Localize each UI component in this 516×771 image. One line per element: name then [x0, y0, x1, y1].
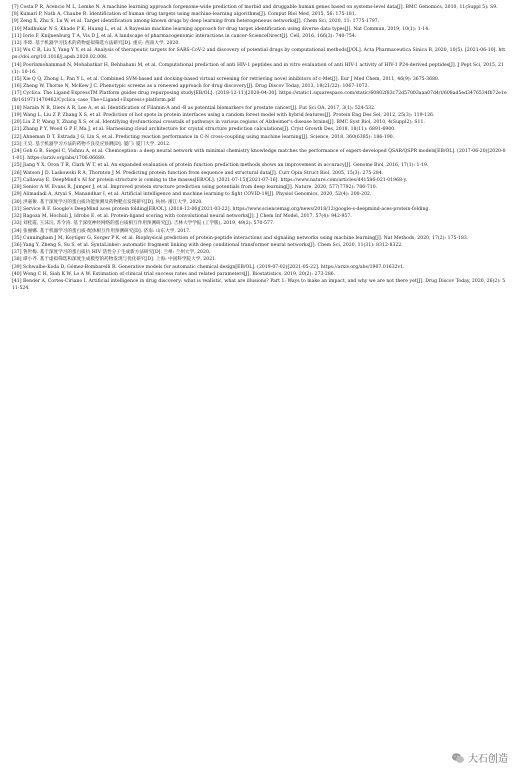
reference-item: [35] Cunningham J M, Koytiger G, Sorger P K, et al. Biophysical prediction of protein-peptide interactions and signaling networks using machine learning[J]. Nat Methods, 2020, 17(2): 175-183. [12, 235, 469, 241]
reference-item: [20] Liu Z P, Wang Y, Zhang X S, et al. Identifying dysfunctional crosstalk of pathways in various regions of Alzheimer's disease brains[J]. BMC Syst Biol, 2010, 4(Suppl2): S11. [12, 120, 425, 126]
wechat-logo-icon [451, 751, 465, 765]
reference-item: [12] 李璋. 基于机器学习技术的药物虚拟筛选方法研究[D]. 重庆: 西南大学, 2020. [12, 41, 180, 47]
reference-item: [31] Service R F. Google's DeepMind aces protein folding[EB/OL]. (2018-12-06)[2021-03-22]. https://www.sciencemag.org/news/2018/12/google-s-deepmind-aces-protein-folding. [12, 206, 430, 212]
watermark [449, 749, 510, 766]
reference-item: [37] 鲁世梅. 基于深度学习的蛋白质抗 HIV 活性分子生成新方法研究[D]. 兰州: 兰州大学, 2020. [12, 250, 211, 256]
reference-item: [22] Ahneman D T, Estrada J G, Lin S, et al. Predicting reaction performance in C-N cross-coupling using machine learning[J]. Science, 2018, 360(6385): 186-190. [12, 134, 395, 140]
reference-item: [21] Zhang P Y, Wood G P F, Ma J, et al. Harnessing cloud architecture for crystal structure prediction calculations[J]. Cryst Growth Des, 2018, 18(11): 6891-6900. [12, 127, 396, 133]
reference-item: [36] Yang Y, Zheng S, Su S, et al. SyntaLinker: automatic fragment linking with deep conditional transformer neural networks[J]. Chem Sci, 2020, 11(31): 8312-8322. [12, 242, 403, 248]
reference-item: [32] Ragoza M, Hochuli J, Idrobo E, et al. Protein-ligand scoring with convolutional neural networks[J]. J Chem Inf Model, 2017, 57(4): 942-957. [12, 214, 352, 220]
watermark-text: 大石创造 [468, 754, 508, 765]
reference-item: [13] Wu C R, Liu Y, Yang Y Y, et al. Analysis of therapeutic targets for SARS-CoV-2 and discovery of potential drugs by computational methods[J/OL]. Acta Pharmaceutica Sinica B, 2020, 10(5). [2021-06-10]. https://doi.org/10.1016/j.apsb.2020.02.008. [12, 48, 506, 61]
reference-item: [25] Jiang Y X, Oron T R, Clark W T, et al. An expanded evaluation of protein function prediction methods shows an improvement in accuracy[J]. Genome Biol, 2016, 17(1): 1-19. [12, 163, 429, 169]
reference-item: [27] Callaway E. DeepMind's AI for protein structure is coming to the masses[EB/OL]. (2021-07-15)[2021-07-16]. https://www.nature.com/articles/d41586-021-01968-y. [12, 177, 408, 183]
reference-item: [33] 刘桂霞, 王沫沅, 苏令涛. 基于深度神经网络的蛋白质相互作用预测研究[J]. 吉林大学学报 (工学版), 2019, 49(2): 570-577. [12, 221, 275, 227]
reference-item: [28] Senior A W, Evans R, Jumper J, et al. Improved protein structure prediction using potentials from deep learning[J]. Nature, 2020, 577(7792): 706-710. [12, 185, 378, 191]
reference-item: [15] Xie Q Q, Zhong L, Pan Y L, et al. Combined SVM-based and docking-based virtual screening for retrieving novel inhibitors of c-Met[J]. Eur J Med Chem, 2011, 46(9): 3675-3680. [12, 76, 440, 82]
reference-item: [16] Zheng W, Thorne N, McKew J C. Phenotypic screens as a renewed approach for drug discovery[J]. Drug Discov Today, 2013, 18(21/22): 1067-1073. [12, 84, 370, 90]
reference-item: [17] Cyclica. The Ligand ExpressTM Platform guides drug repurposing study[EB/OL]. (2018-12-11)[2020-04-30]. https://static1.squarespace.com/static/60802f83c72d57003aaa07d4/t/608ad5ed3476534fb72e1ef8/1619711470462/Cyclica_case_The+Ligand+Express+platform.pdf [12, 91, 507, 104]
reference-item: [10] Madhukar N S, Khade P K, Huang L, et al. A Bayesian machine learning approach for drug target identification using diverse data types[J]. Nat Commun, 2019, 10(1): 1-14. [12, 26, 430, 32]
reference-item: [30] 洪嘉俊. 基于深度学习的蛋白质功能预测及药物靶点发现研究[D]. 杭州: 浙江大学, 2020. [12, 199, 203, 205]
reference-item: [7] Costa P R, Acencio M L, Lemke N. A machine learning approach forgenome-wide prediction of morbid and druggable human genes based on systems-level data[J]. BMC Genomics, 2010, 11(Suppl 5): S9. [12, 5, 498, 10]
reference-item: [11] Iorio F, Knijnenburg T A, Vis D J, et al. A landscape of pharmacogenomic interactions in cancer-ScienceDirect[J]. Cell, 2016, 166(3): 740-754. [12, 33, 357, 39]
reference-item: [24] Goh G B, Siegel C, Vishnu A, et al. Chemception: a deep neural network with minimal chemistry knowledge matches the performance of expert-developed QSAR/QSPR models[EB/OL]. (2017-06-20)[2020-01-01]. https://arxiv.org/abs/1706.06689. [12, 149, 506, 162]
reference-item: [23] 王昊. 基于机器学习方法的药物不良反应预测[D]. 厦门: 厦门大学, 2012. [12, 141, 171, 147]
reference-item: [8] Kumari P, Nath A, Chaube R. Identification of human drug targets using machine-learning algorithms[J]. Comput Biol Med, 2015, 56: 175-181. [12, 12, 357, 18]
reference-item: [41] Bender A, Cortes-Ciriano I. Artificial intelligence in drug discovery: what is realistic, what are illusions? Part 1: Ways to make an impact, and why we are not there yet[J]. Drug Discov Today, 2020, 26(2): 511-524. [12, 279, 506, 292]
reference-list [12, 4, 508, 292]
reference-item: [18] Narain N R, Diers A R, Lee A, et al. Identification of Filamin-A and -B as potential biomarkers for prostate cancer[J]. Fut Sci OA, 2017, 3(1): 524-532. [12, 105, 376, 111]
reference-item: [26] Watson J D, Laskowski R A, Thornton J M. Predicting protein function from sequence and structural data[J]. Curr Opin Struct Biol, 2005, 15(3): 275-284. [12, 170, 384, 176]
reference-item: [29] Alimadadi A, Aryal S, Manandhar I, et al. Artificial intelligence and machine learning to fight COVID-19[J]. Physiol Genomics, 2020, 52(4): 200-202. [12, 192, 372, 198]
reference-item: [19] Wang L, Liu Z P, Zhang X S, et al. Prediction of hot spots in protein interfaces using a random forest model with hybrid features[J]. Protein Eng Des Sel, 2012, 25(3): 119-126. [12, 112, 435, 118]
reference-item: [39] Schwalbe-Koda D, Gómez-Bombarelli R. Generative models for automatic chemical design[EB/OL]. (2019-07-02)[2021-05-22]. https://arxiv.org/abs/1907.01632v1. [12, 264, 405, 270]
reference-item: [40] Wong C H, Siah K W, Lo A W. Estimation of clinical trial success rates and related parameters[J]. Biostatistics, 2019, 20(2): 273-286. [12, 271, 336, 277]
reference-item: [34] 张丽娜. 基于机器学习的蛋白质-配体相互作用预测研究[D]. 济南: 山东大学, 2017. [12, 228, 191, 234]
reference-item: [9] Zeng X, Zhu S, Lu W, et al. Target identification among known drugs by deep learning from heterogeneous networks[J]. Chem Sci, 2020, 11: 1775-1797. [12, 19, 380, 25]
reference-item: [38] 谭小齐. 基于虚拟筛选和深度生成模型的药物发现与优化研究[D]. 上海: 中国科学院大学, 2021. [12, 257, 217, 263]
reference-item: [14] Poorinmohammad N, Mohabatkar H, Behbahani M, et al. Computational prediction of anti HIV-1 peptides and in vitro evaluation of anti HIV-1 activity of HIV-1 P24-derived peptides[J]. J Pept Sci, 2015, 21(1): 10-16. [12, 62, 504, 75]
